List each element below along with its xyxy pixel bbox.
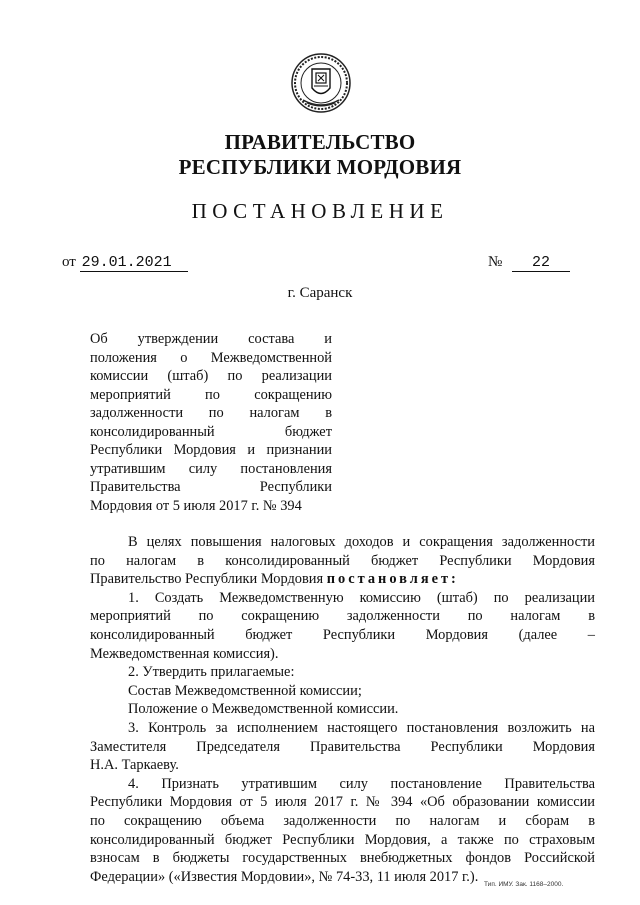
subject-line: положения о Межведомственной: [90, 349, 332, 366]
subject-line: Республики Мордовия и признании: [90, 442, 332, 458]
body-line: Н.А. Таркаеву.: [90, 757, 179, 774]
subject-line: комиссии (штаб) по реализации: [90, 368, 332, 384]
coat-of-arms-icon: [290, 52, 352, 114]
number-prefix: №: [488, 254, 503, 270]
body-line: по сокращению объема задолженности по налогам и сборам в: [90, 812, 595, 829]
subject-line: задолженности по налогам в: [90, 405, 332, 421]
body-line: 3. Контроль за исполнением настоящего постановления возложить на: [128, 719, 595, 736]
body-line: по налогам в консолидированный бюджет Республики Мордовия: [90, 552, 595, 569]
date-prefix: от: [62, 254, 76, 270]
body-line: Положение о Межведомственной комиссии.: [128, 701, 399, 718]
body-line: Межведомственная комиссия).: [90, 645, 279, 662]
body-line: мероприятий по сокращению задолженности по налогам в: [90, 608, 595, 625]
body-line: [90, 570, 595, 589]
body-line: В целях повышения налоговых доходов и сокращения задолженности: [128, 534, 595, 550]
print-info: Тип. ИМУ. Зак. 1168–2000.: [484, 881, 564, 888]
document-number: [488, 254, 570, 272]
subject-line: Правительства Республики: [90, 479, 332, 495]
body-line: 4. Признать утратившим силу постановление Правительства: [128, 775, 595, 792]
body-line: 1. Создать Межведомственную комиссию (штаб) по реализации: [128, 589, 595, 606]
body-line: консолидированный бюджет Республики Мордовия, а также по страховым: [90, 831, 595, 848]
document-subject: [90, 330, 332, 515]
body-line: Республики Мордовия от 5 июля 2017 г. № 394 «Об образовании комиссии: [90, 794, 595, 811]
body-line: Состав Межведомственной комиссии;: [128, 682, 362, 699]
body-text: Правительство Республики Мордовия: [90, 571, 327, 588]
body-line: Федерации» («Известия Мордовии», № 74-33, 11 июля 2017 г.).: [90, 868, 479, 885]
subject-line: утратившим силу постановления: [90, 460, 332, 477]
body-line: консолидированный бюджет Республики Мордовия (далее –: [90, 626, 595, 643]
subject-line: Об утверждении состава и: [90, 331, 332, 347]
document-body: [90, 533, 595, 886]
document-type-title: ПОСТАНОВЛЕНИЕ: [191, 199, 449, 223]
subject-line: Мордовия от 5 июля 2017 г. № 394: [90, 497, 302, 514]
body-line: взносам в бюджеты государственных внебюджетных фондов Российской: [90, 850, 595, 867]
city-name: г. Саранск: [287, 285, 353, 301]
government-title-line1: ПРАВИТЕЛЬСТВО: [224, 130, 416, 154]
subject-line: мероприятий по сокращению: [90, 386, 332, 403]
decree-keyword: постановляет:: [326, 571, 459, 588]
date-value: 29.01.2021: [80, 255, 188, 272]
subject-line: консолидированный бюджет: [90, 423, 332, 440]
body-line: 2. Утвердить прилагаемые:: [128, 664, 295, 681]
body-line: Заместителя Председателя Правительства Республики Мордовия: [90, 738, 595, 755]
government-title-line2: РЕСПУБЛИКИ МОРДОВИЯ: [178, 155, 462, 179]
number-value: 22: [512, 255, 570, 272]
document-date: [62, 254, 188, 272]
